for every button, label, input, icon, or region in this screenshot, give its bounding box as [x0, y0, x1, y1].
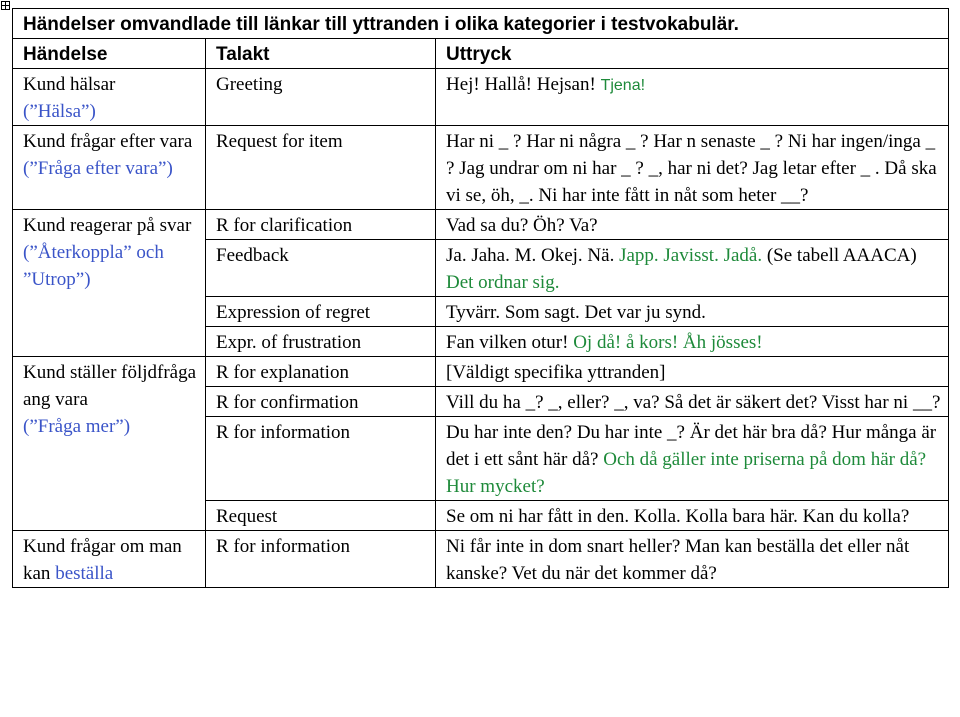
table-move-handle-icon[interactable] — [1, 1, 10, 10]
table-title: Händelser omvandlade till länkar till yttranden i olika kategorier i testvokabulär. — [13, 9, 949, 39]
event-category: (”Fråga mer”) — [23, 416, 131, 437]
speech-act-cell: Request — [206, 501, 436, 531]
event-cell — [13, 357, 206, 531]
speech-act-cell: R for information — [206, 417, 436, 501]
expression-green-text: Japp. Javisst. Jadå. — [619, 245, 763, 266]
event-category: (”Hälsa”) — [23, 101, 96, 122]
header-uttryck: Uttryck — [436, 39, 949, 69]
event-cell — [13, 531, 206, 588]
expression-cell: [Väldigt specifika yttranden] — [436, 357, 949, 387]
event-table — [12, 8, 949, 588]
expression-text: Ja. Jaha. M. Okej. Nä. — [446, 245, 615, 266]
event-cell — [13, 126, 206, 210]
expression-cell: Tyvärr. Som sagt. Det var ju synd. — [436, 297, 949, 327]
speech-act-cell: R for explanation — [206, 357, 436, 387]
header-handelse: Händelse — [13, 39, 206, 69]
header-row — [13, 39, 949, 69]
speech-act-cell: Expr. of frustration — [206, 327, 436, 357]
event-category: beställa — [55, 563, 114, 584]
event-text: Kund reagerar på svar — [23, 215, 192, 236]
expression-green-text: Det ordnar sig. — [446, 272, 560, 293]
expression-cell — [436, 327, 949, 357]
expression-text: Hej! Hallå! Hejsan! — [446, 74, 596, 95]
header-talakt: Talakt — [206, 39, 436, 69]
expression-text: (Se tabell AAACA) — [766, 245, 917, 266]
speech-act-cell: R for confirmation — [206, 387, 436, 417]
event-cell — [13, 210, 206, 357]
event-text: Kund ställer följdfråga ang vara — [23, 362, 197, 410]
expression-green-text: Och då gäller inte priserna på dom här då? Hur mycket? — [446, 449, 927, 497]
expression-cell — [436, 240, 949, 297]
expression-text: Fan vilken otur! — [446, 332, 569, 353]
speech-act-cell: R for clarification — [206, 210, 436, 240]
event-text: Kund frågar efter vara — [23, 131, 193, 152]
expression-cell: Har ni _ ? Har ni några _ ? Har n senaste _ ? Ni har ingen/inga _ ? Jag undrar om ni har _ ? _, har ni det? Jag letar efter _ . Då ska vi se, öh, _. Ni har inte fått in nåt som heter __? — [436, 126, 949, 210]
expression-cell — [436, 69, 949, 126]
speech-act-cell: Feedback — [206, 240, 436, 297]
table-row — [13, 357, 949, 387]
expression-cell: Vill du ha _? _, eller? _, va? Så det är säkert det? Visst har ni __? — [436, 387, 949, 417]
event-category: (”Fråga efter vara”) — [23, 158, 173, 179]
event-text: Kund frågar om man kan — [23, 536, 182, 584]
expression-cell: Vad sa du? Öh? Va? — [436, 210, 949, 240]
table-row — [13, 69, 949, 126]
table-row — [13, 126, 949, 210]
page-bottom-edge — [0, 710, 960, 717]
expression-cell — [436, 417, 949, 501]
speech-act-cell: Expression of regret — [206, 297, 436, 327]
speech-act-cell: Greeting — [206, 69, 436, 126]
table-row — [13, 210, 949, 240]
expression-green-text: Tjena! — [600, 77, 646, 94]
speech-act-cell: R for information — [206, 531, 436, 588]
event-text: Kund hälsar — [23, 74, 116, 95]
expression-text: Du har inte den? Du har inte _? Är det här bra då? Hur många är det i ett sånt här då? — [446, 422, 937, 470]
expression-cell: Ni får inte in dom snart heller? Man kan beställa det eller nåt kanske? Vet du när det kommer då? — [436, 531, 949, 588]
event-category: (”Återkoppla” och ”Utrop”) — [23, 242, 164, 290]
expression-cell: Se om ni har fått in den. Kolla. Kolla bara här. Kan du kolla? — [436, 501, 949, 531]
speech-act-cell: Request for item — [206, 126, 436, 210]
title-row — [13, 9, 949, 39]
table-row — [13, 531, 949, 588]
event-cell — [13, 69, 206, 126]
expression-green-text: Oj då! å kors! Åh jösses! — [573, 332, 763, 353]
